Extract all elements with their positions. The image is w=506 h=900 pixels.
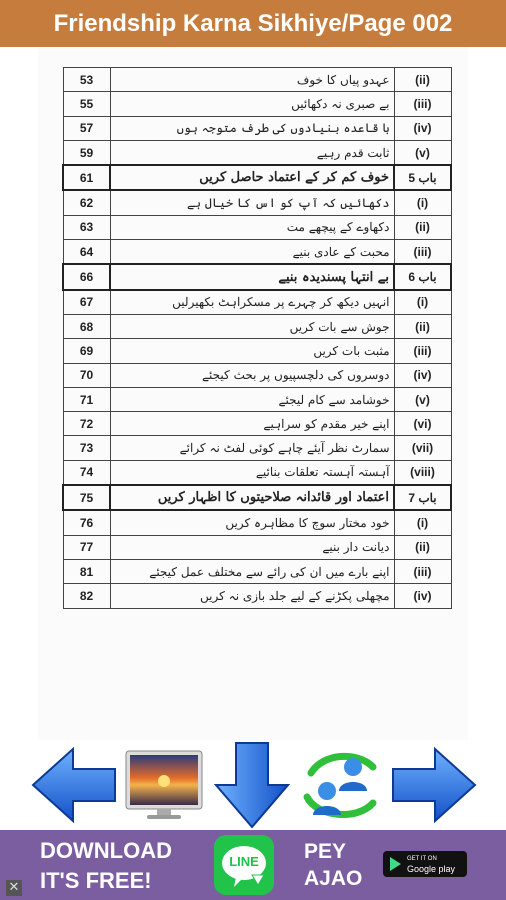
entry-title: سمارٹ نظر آیئے چاہے کوئی لفٹ نہ کرائے xyxy=(110,436,394,460)
page-number: 67 xyxy=(63,290,110,315)
page-number: 69 xyxy=(63,339,110,363)
arrow-right-icon xyxy=(389,745,479,825)
share-button[interactable] xyxy=(296,740,384,830)
entry-numeral: (iv) xyxy=(394,116,451,140)
chapter-label: باب 7 xyxy=(394,485,451,510)
chapter-label: باب 6 xyxy=(394,264,451,289)
arrow-down-icon xyxy=(214,741,290,829)
toc-row xyxy=(63,92,451,116)
page-number: 82 xyxy=(63,584,110,608)
entry-title: اپنے خیر مقدم کو سراہیے xyxy=(110,412,394,436)
toc-row xyxy=(63,559,451,583)
entry-title: دیانت دار بنیے xyxy=(110,535,394,559)
page-number: 81 xyxy=(63,559,110,583)
entry-numeral: (v) xyxy=(394,387,451,411)
page-number: 75 xyxy=(63,485,110,510)
entry-title: خوف کم کر کے اعتماد حاصل کریں xyxy=(110,165,394,190)
entry-numeral: (iii) xyxy=(394,240,451,265)
page-number: 59 xyxy=(63,140,110,165)
entry-numeral: (iii) xyxy=(394,339,451,363)
entry-title: با قاعدہ بنیادوں کی طرف متوجہ ہوں xyxy=(110,116,394,140)
line-app-icon xyxy=(214,835,274,895)
entry-numeral: (i) xyxy=(394,510,451,535)
page-number: 64 xyxy=(63,240,110,265)
app-title-bar xyxy=(0,0,506,47)
entry-title: عہدو پیاں کا خوف xyxy=(110,68,394,92)
page-number: 61 xyxy=(63,165,110,190)
entry-numeral: (vi) xyxy=(394,412,451,436)
ad-headline xyxy=(40,836,172,896)
entry-title: اپنے بارے میں ان کی رائے سے مختلف عمل کیجئے xyxy=(110,559,394,583)
table-of-contents xyxy=(62,67,452,609)
toc-row xyxy=(63,215,451,239)
toc-row xyxy=(63,140,451,165)
chapter-row xyxy=(63,485,451,510)
entry-numeral: (iii) xyxy=(394,559,451,583)
google-play-text xyxy=(407,854,455,874)
entry-title: خود مختار سوچ کا مظاہرہ کریں xyxy=(110,510,394,535)
download-button[interactable] xyxy=(214,740,290,830)
entry-numeral: (iv) xyxy=(394,363,451,387)
google-play-label: Google play xyxy=(407,864,456,874)
page-number: 71 xyxy=(63,387,110,411)
entry-numeral: (i) xyxy=(394,290,451,315)
entry-title: خوشامد سے کام لیجئے xyxy=(110,387,394,411)
toc-row xyxy=(63,190,451,215)
toc-row xyxy=(63,314,451,338)
entry-numeral: (i) xyxy=(394,190,451,215)
page-number: 63 xyxy=(63,215,110,239)
page-number: 68 xyxy=(63,314,110,338)
toc-row xyxy=(63,436,451,460)
page-number: 73 xyxy=(63,436,110,460)
page-number: 74 xyxy=(63,460,110,485)
toc-row xyxy=(63,290,451,315)
google-play-small: GET IT ON xyxy=(407,856,437,862)
sunset-picture-icon xyxy=(123,745,205,825)
page-number: 70 xyxy=(63,363,110,387)
toc-row xyxy=(63,535,451,559)
entry-title: مثبت بات کریں xyxy=(110,339,394,363)
next-page-button[interactable] xyxy=(388,740,480,830)
toc-container xyxy=(62,67,452,609)
app-title: Friendship Karna Sikhiye/Page 002 xyxy=(53,9,453,37)
entry-title: اعتماد اور قائدانہ صلاحیتوں کا اظہار کریں xyxy=(110,485,394,510)
entry-title: دوسروں کی دلچسپیوں پر بحث کیجئے xyxy=(110,363,394,387)
toc-row xyxy=(63,412,451,436)
entry-title: آہستہ آہستہ تعلقات بنائیے xyxy=(110,460,394,485)
entry-numeral: (ii) xyxy=(394,314,451,338)
entry-numeral: (vii) xyxy=(394,436,451,460)
bottom-toolbar xyxy=(0,740,506,830)
entry-title: دکھاوے کے پیچھے مت xyxy=(110,215,394,239)
page-number: 66 xyxy=(63,264,110,289)
entry-title: ثابت قدم رہیے xyxy=(110,140,394,165)
toc-row xyxy=(63,510,451,535)
toc-row xyxy=(63,387,451,411)
entry-title: محبت کے عادی بنیے xyxy=(110,240,394,265)
ad-tagline xyxy=(304,838,362,892)
toc-row xyxy=(63,240,451,265)
page-number: 55 xyxy=(63,92,110,116)
ad-tagline-2: AJAO xyxy=(304,867,363,890)
scanned-page[interactable] xyxy=(38,47,468,740)
prev-page-button[interactable] xyxy=(28,740,120,830)
entry-title: مچھلی پکڑنے کے لیے جلد بازی نہ کریں xyxy=(110,584,394,608)
entry-title: بے صبری نہ دکھائیں xyxy=(110,92,394,116)
ad-line-2: IT'S FREE! xyxy=(40,868,152,893)
entry-numeral: (ii) xyxy=(394,68,451,92)
entry-numeral: (ii) xyxy=(394,535,451,559)
toc-row xyxy=(63,584,451,608)
entry-title: جوش سے بات کریں xyxy=(110,314,394,338)
entry-title: بے انتہا پسندیدہ بنیے xyxy=(110,264,394,289)
page-number: 77 xyxy=(63,535,110,559)
ad-tagline-1: PEY xyxy=(304,840,347,863)
ad-line-1: DOWNLOAD xyxy=(40,838,172,863)
chapter-row xyxy=(63,165,451,190)
page-number: 53 xyxy=(63,68,110,92)
entry-numeral: (iii) xyxy=(394,92,451,116)
entry-numeral: (ii) xyxy=(394,215,451,239)
entry-title: دکھائیں کہ آپ کو اس کا خیال ہے xyxy=(110,190,394,215)
ad-close-icon[interactable]: ✕ xyxy=(6,880,22,896)
entry-numeral: (viii) xyxy=(394,460,451,485)
play-store-icon xyxy=(390,857,401,871)
entry-numeral: (v) xyxy=(394,140,451,165)
entry-title: انہیں دیکھ کر چہرے پر مسکراہٹ بکھیرلیں xyxy=(110,290,394,315)
page-number: 62 xyxy=(63,190,110,215)
page-number: 76 xyxy=(63,510,110,535)
google-play-badge[interactable] xyxy=(383,851,467,877)
toc-row xyxy=(63,339,451,363)
toc-row xyxy=(63,363,451,387)
gallery-button[interactable] xyxy=(122,740,206,830)
line-logo-text: LINE xyxy=(229,854,259,869)
arrow-left-icon xyxy=(29,745,119,825)
toc-row xyxy=(63,116,451,140)
chapter-label: باب 5 xyxy=(394,165,451,190)
entry-numeral: (iv) xyxy=(394,584,451,608)
toc-row xyxy=(63,68,451,92)
page-number: 72 xyxy=(63,412,110,436)
page-number: 57 xyxy=(63,116,110,140)
contacts-share-icon xyxy=(297,745,383,825)
chapter-row xyxy=(63,264,451,289)
toc-row xyxy=(63,460,451,485)
